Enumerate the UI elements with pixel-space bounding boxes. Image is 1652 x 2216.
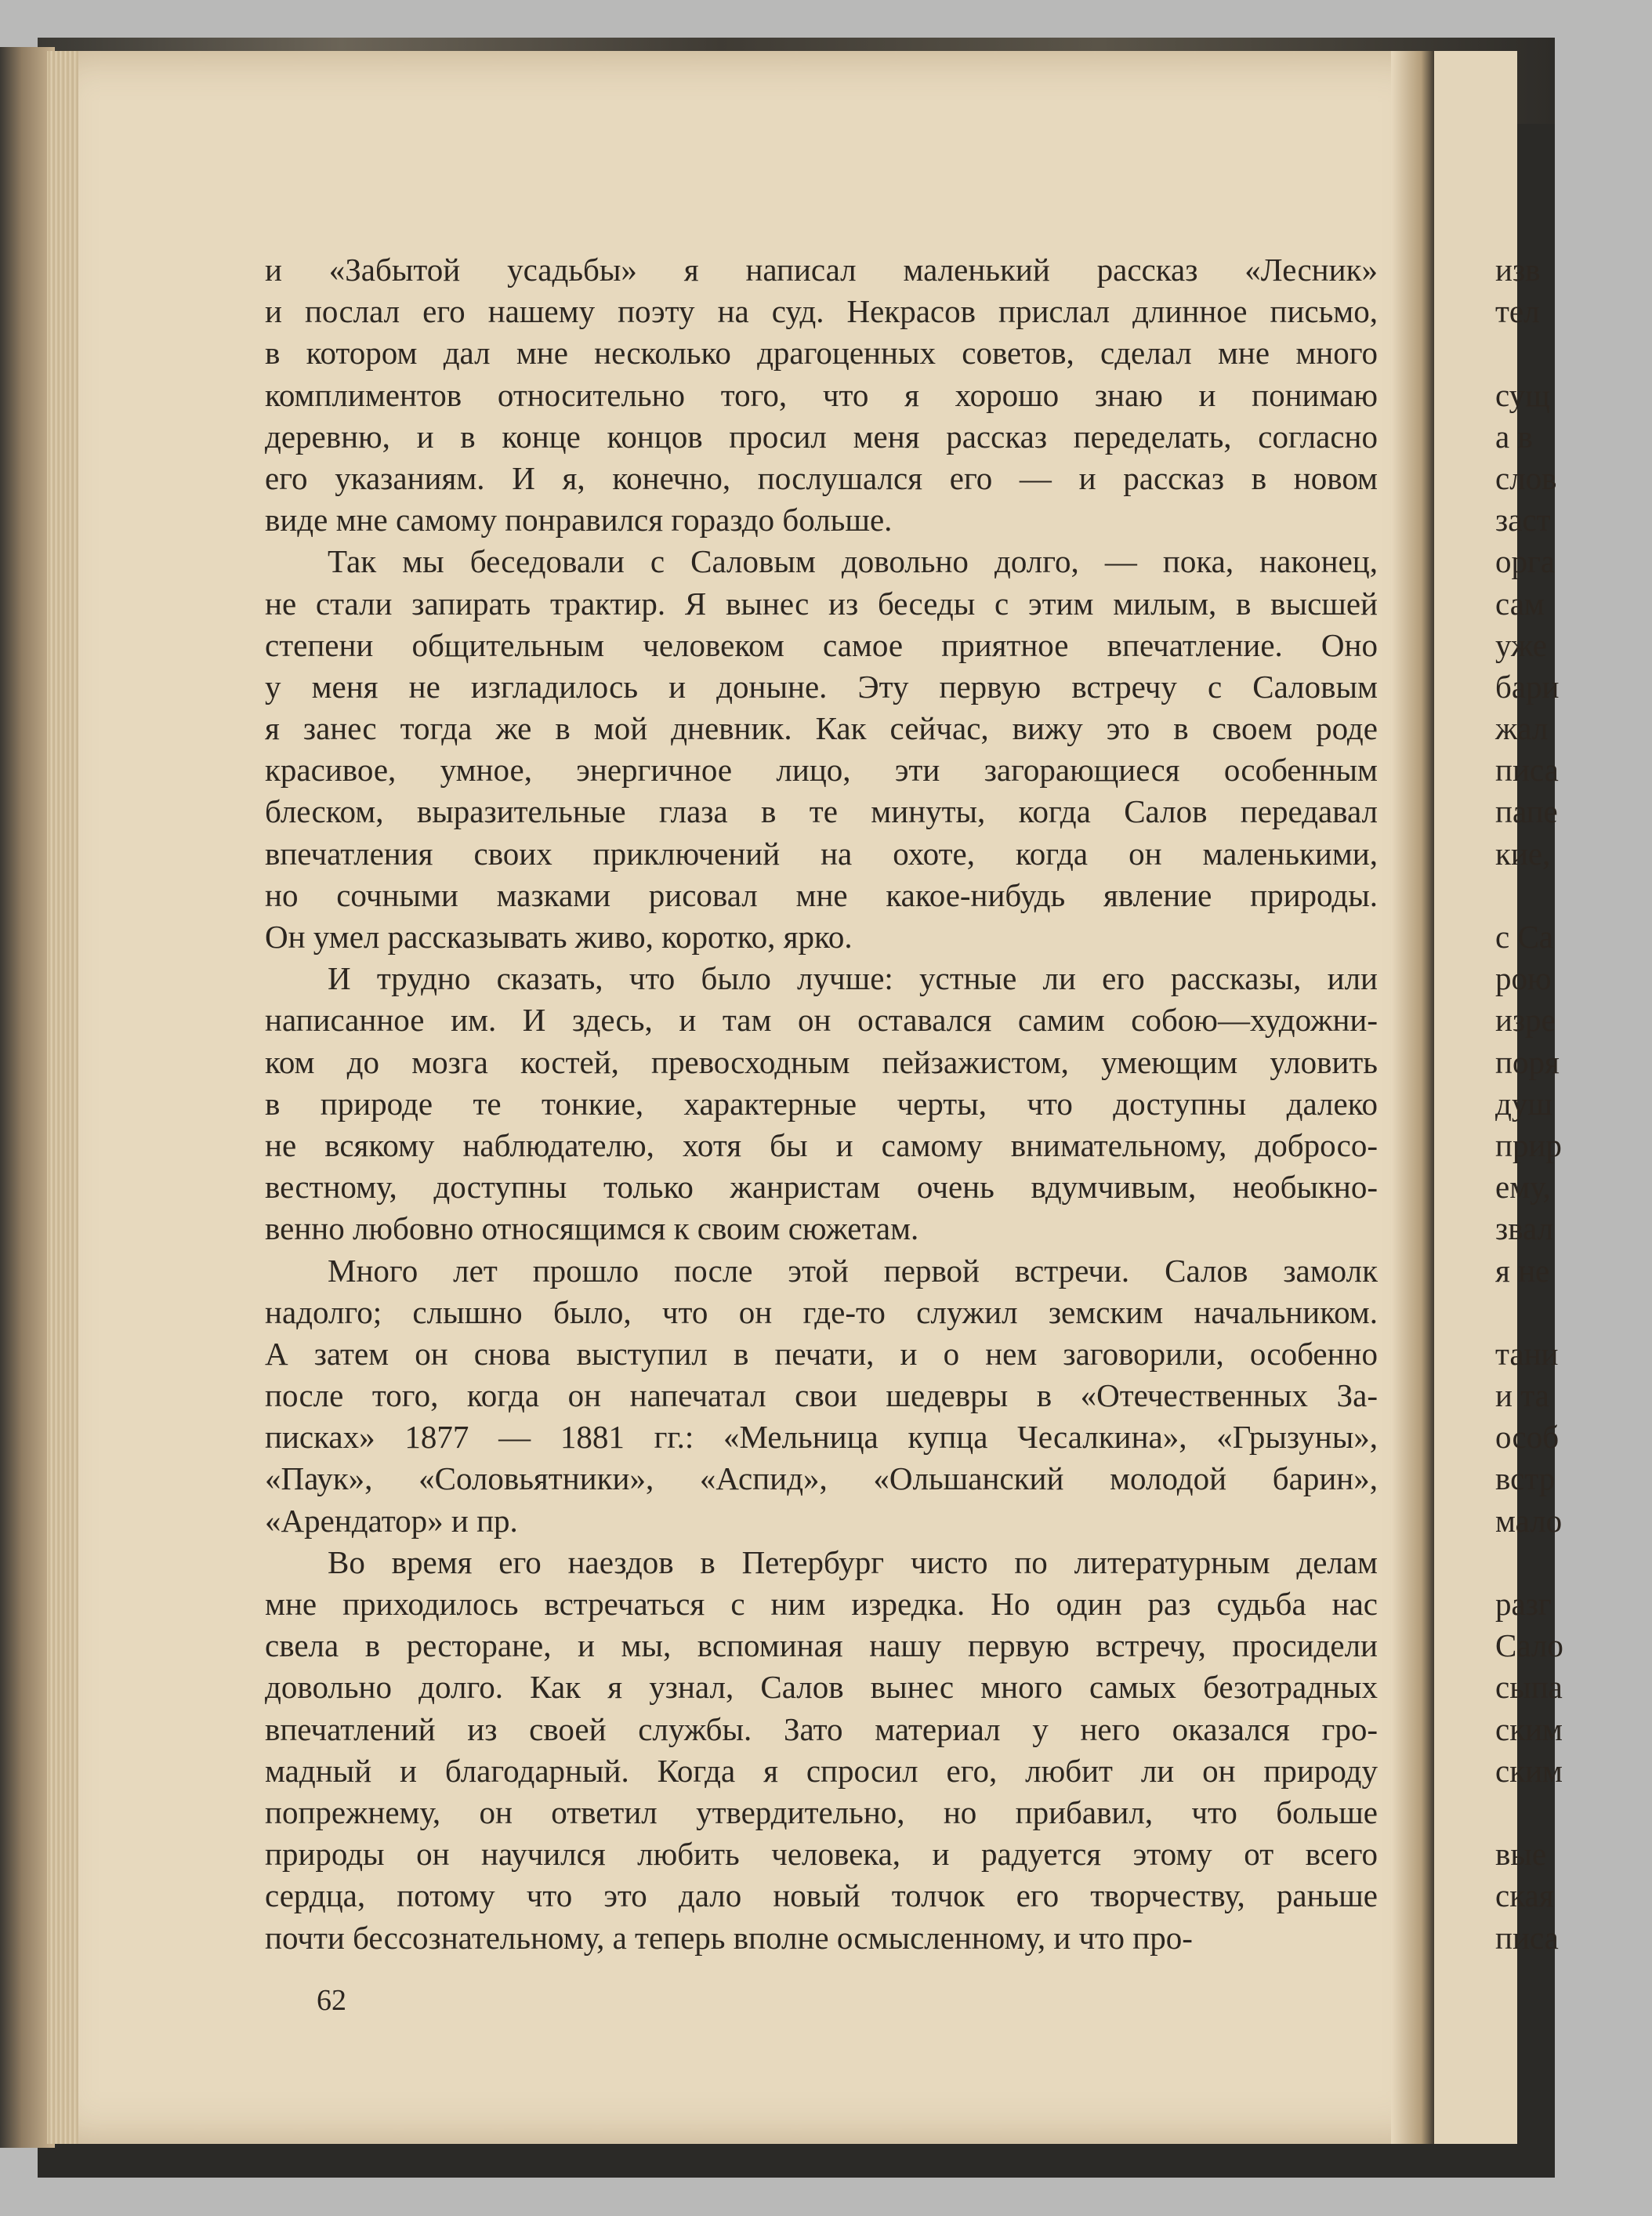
page-stack-edges bbox=[47, 51, 78, 2144]
text-line: довольно долго. Как я узнал, Салов вынес много самых безотрадных bbox=[265, 1669, 1378, 1706]
fragment-line: ская bbox=[1495, 1877, 1554, 1914]
text-line: почти бессознательному, а теперь вполне осмысленному, и что про- bbox=[265, 1919, 1193, 1956]
fragment-line: изв bbox=[1495, 252, 1541, 288]
text-line: И трудно сказать, что было лучше: устные ли его рассказы, или bbox=[328, 960, 1378, 997]
text-line: надолго; слышно было, что он где-то служил земским начальником. bbox=[265, 1293, 1378, 1330]
fragment-line: особ bbox=[1495, 1419, 1560, 1456]
text-line: комплиментов относительно того, что я хорошо знаю и понимаю bbox=[265, 376, 1378, 413]
fragment-line: ему, bbox=[1495, 1169, 1551, 1206]
text-line: свела в ресторане, и мы, вспоминая нашу первую встречу, просидели bbox=[265, 1627, 1378, 1664]
fragment-line bbox=[1495, 875, 1652, 916]
text-line: мадный и благодарный. Когда я спросил его, любит ли он природу bbox=[265, 1752, 1378, 1789]
fragment-line bbox=[1495, 1792, 1652, 1833]
text-line: писках» 1877 — 1881 гг.: «Мельница купца Чесалкина», «Грызуны», bbox=[265, 1419, 1378, 1456]
text-line: написанное им. И здесь, и там он оставался самим собою—художни- bbox=[265, 1002, 1378, 1039]
text-line: его указаниям. И я, конечно, послушался его — и рассказ в новом bbox=[265, 459, 1378, 496]
fragment-line: душ bbox=[1495, 1085, 1552, 1122]
fragment-line: кие, bbox=[1495, 835, 1551, 872]
fragment-line: разг bbox=[1495, 1586, 1552, 1622]
fragment-line: вые bbox=[1495, 1836, 1547, 1873]
text-line: виде мне самому понравился гораздо больше. bbox=[265, 502, 893, 539]
fragment-line: а в bbox=[1495, 418, 1533, 455]
text-line: попрежнему, он ответил утвердительно, но прибавил, что больше bbox=[265, 1793, 1378, 1830]
fragment-line: изре bbox=[1495, 1002, 1556, 1039]
text-line: венно любовно относящимся к своим сюжетам. bbox=[265, 1210, 919, 1247]
fragment-line bbox=[1495, 1542, 1652, 1583]
text-line: А затем он снова выступил в печати, и о нем заговорили, особенно bbox=[265, 1335, 1378, 1372]
fragment-line: встр bbox=[1495, 1460, 1556, 1497]
text-line: впечатлений из своей службы. Зато материал у него оказался гро- bbox=[265, 1710, 1378, 1747]
fragment-line: сыпа bbox=[1495, 1669, 1563, 1706]
fragment-line: и та bbox=[1495, 1377, 1549, 1414]
text-line: природы он научился любить человека, и радуется этому от всего bbox=[265, 1836, 1378, 1873]
fragment-line: сам bbox=[1495, 585, 1545, 622]
fragment-line: слов bbox=[1495, 459, 1557, 496]
text-line: впечатления своих приключений на охоте, когда он маленькими, bbox=[265, 835, 1378, 872]
fragment-line: ским bbox=[1495, 1710, 1563, 1747]
fragment-line: рою bbox=[1495, 960, 1552, 997]
fragment-line: мало bbox=[1495, 1502, 1563, 1539]
fragment-line: сущ bbox=[1495, 376, 1550, 413]
text-line: после того, когда он напечатал свои шедевры в «Отечественных За- bbox=[265, 1377, 1378, 1414]
right-page-text-fragment bbox=[1495, 249, 1652, 1959]
text-line: блеском, выразительные глаза в те минуты, когда Салов передавал bbox=[265, 793, 1378, 830]
fragment-line: жал bbox=[1495, 710, 1549, 747]
fragment-line: папе bbox=[1495, 793, 1558, 830]
text-line: сердца, потому что это дало новый толчок его творчеству, раньше bbox=[265, 1877, 1378, 1914]
fragment-line: тел bbox=[1495, 293, 1540, 330]
fragment-line bbox=[1495, 332, 1652, 374]
text-line: у меня не изгладилось и доныне. Эту первую встречу с Саловым bbox=[265, 668, 1378, 705]
fragment-line: уже bbox=[1495, 626, 1547, 663]
text-line: не стали запирать трактир. Я вынес из беседы с этим милым, в высшей bbox=[265, 585, 1378, 622]
text-line: «Арендатор» и пр. bbox=[265, 1502, 518, 1539]
fragment-line: звал bbox=[1495, 1210, 1554, 1247]
text-line: но сочными мазками рисовал мне какое-нибудь явление природы. bbox=[265, 876, 1378, 913]
text-line: «Паук», «Соловьятники», «Аспид», «Ольшанский молодой барин», bbox=[265, 1460, 1378, 1497]
text-line: Много лет прошло после этой первой встречи. Салов замолк bbox=[328, 1252, 1378, 1289]
page-body-text bbox=[265, 249, 1378, 1959]
fragment-line: прир bbox=[1495, 1126, 1562, 1163]
text-line: Так мы беседовали с Саловым довольно долго, — пока, наконец, bbox=[328, 543, 1378, 580]
fragment-line: Сало bbox=[1495, 1627, 1563, 1664]
fragment-line: поря bbox=[1495, 1043, 1560, 1080]
text-line: мне приходилось встречаться с ним изредка. Но один раз судьба нас bbox=[265, 1586, 1378, 1622]
text-line: Во время его наездов в Петербург чисто по литературным делам bbox=[328, 1543, 1378, 1580]
fragment-line: ским bbox=[1495, 1752, 1563, 1789]
text-line: в котором дал мне несколько драгоценных советов, сделал мне много bbox=[265, 335, 1378, 372]
fragment-line: я не bbox=[1495, 1252, 1550, 1289]
page-number: 62 bbox=[317, 1984, 346, 2017]
text-line: красивое, умное, энергичное лицо, эти загорающиеся особенным bbox=[265, 752, 1378, 789]
text-line: степени общительным человеком самое приятное впечатление. Оно bbox=[265, 626, 1378, 663]
text-line: ком до мозга костей, превосходным пейзажистом, умеющим уловить bbox=[265, 1043, 1378, 1080]
text-line: и послал его нашему поэту на суд. Некрасов прислал длинное письмо, bbox=[265, 293, 1378, 330]
fragment-line bbox=[1495, 1292, 1652, 1333]
fragment-line: писа bbox=[1495, 752, 1559, 789]
fragment-line: заст bbox=[1495, 502, 1551, 539]
text-line: в природе те тонкие, характерные черты, что доступны далеко bbox=[265, 1085, 1378, 1122]
fragment-line: писа bbox=[1495, 1919, 1559, 1956]
fragment-line: с Са bbox=[1495, 919, 1553, 955]
text-line: деревню, и в конце концов просил меня рассказ переделать, согласно bbox=[265, 418, 1378, 455]
fragment-line: бари bbox=[1495, 668, 1560, 705]
text-line: не всякому наблюдателю, хотя бы и самому внимательному, добросо- bbox=[265, 1126, 1378, 1163]
text-line: Он умел рассказывать живо, коротко, ярко. bbox=[265, 919, 853, 955]
text-line: и «Забытой усадьбы» я написал маленький рассказ «Лесник» bbox=[265, 252, 1378, 288]
fragment-line: тани bbox=[1495, 1335, 1559, 1372]
text-line: вестному, доступны только жанристам очень вдумчивым, необыкно- bbox=[265, 1169, 1378, 1206]
fragment-line: орга bbox=[1495, 543, 1556, 580]
text-line: я занес тогда же в мой дневник. Как сейчас, вижу это в своем роде bbox=[265, 710, 1378, 747]
